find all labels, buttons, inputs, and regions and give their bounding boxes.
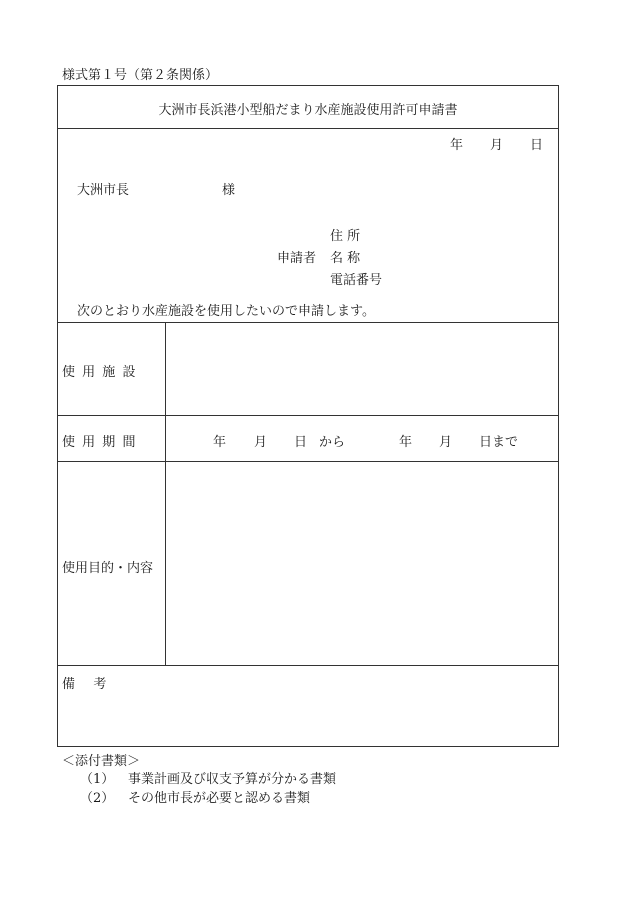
addressee-name: 大洲市長 <box>77 183 130 198</box>
attachment-item-1-num: （1） <box>80 772 115 787</box>
facility-input-area[interactable] <box>166 323 558 414</box>
applicant-address-label: 住 所 <box>330 229 361 244</box>
period-label: 使用期間 <box>62 435 143 450</box>
date-month: 月 <box>490 138 504 153</box>
form-number: 様式第１号（第２条関係） <box>62 68 219 83</box>
date-year: 年 <box>450 138 464 153</box>
facility-divider <box>57 415 559 416</box>
date-day: 日 <box>530 138 544 153</box>
attachment-item-1-text: 事業計画及び収支予算が分かる書類 <box>128 772 337 787</box>
purpose-divider <box>57 665 559 666</box>
period-from-day: 日 <box>294 435 308 450</box>
form-title: 大洲市長浜港小型船だまり水産施設使用許可申請書 <box>158 103 458 118</box>
request-text: 次のとおり水産施設を使用したいので申請します。 <box>77 304 375 319</box>
purpose-label: 使用目的・内容 <box>62 561 154 576</box>
period-to-day-suffix: 日まで <box>479 435 519 450</box>
applicant-name-label: 名 称 <box>330 251 361 266</box>
facility-label: 使用施設 <box>62 365 143 380</box>
attachments-heading: ＜添付書類＞ <box>62 754 141 769</box>
remarks-label: 備 考 <box>62 677 114 692</box>
title-divider <box>57 128 559 129</box>
attachment-item-2-num: （2） <box>80 791 115 806</box>
applicant-phone-label: 電話番号 <box>330 273 383 288</box>
period-from-year: 年 <box>213 435 227 450</box>
period-to-year: 年 <box>399 435 413 450</box>
period-to-month: 月 <box>439 435 453 450</box>
applicant-label: 申請者 <box>277 251 317 266</box>
period-from-suffix: から <box>319 435 346 450</box>
attachment-item-2-text: その他市長が必要と認める書類 <box>128 791 311 806</box>
purpose-input-area[interactable] <box>166 462 558 664</box>
remarks-input-area[interactable] <box>58 695 558 746</box>
period-from-month: 月 <box>254 435 268 450</box>
addressee-honorific: 様 <box>222 183 236 198</box>
